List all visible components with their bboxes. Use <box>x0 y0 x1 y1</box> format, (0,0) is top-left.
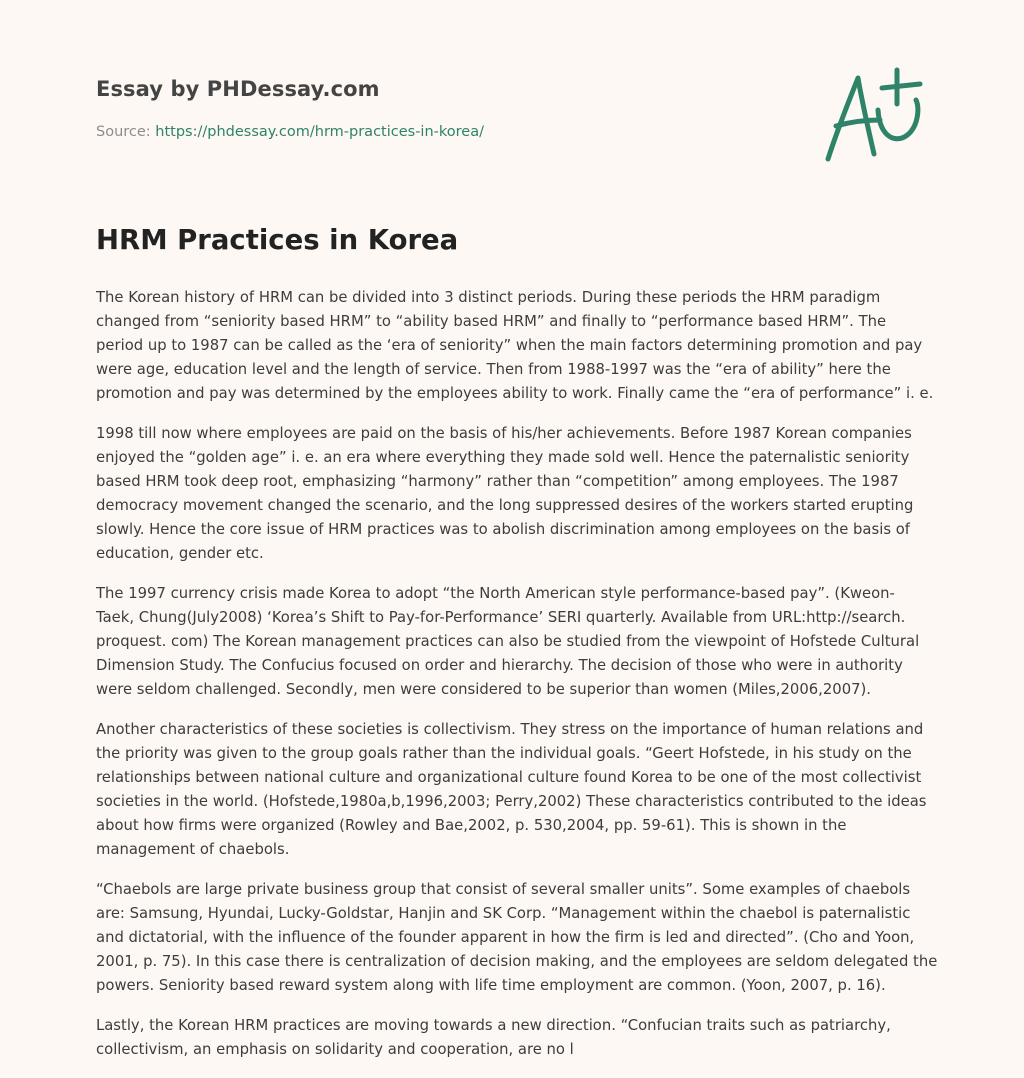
paragraph <box>96 422 922 566</box>
paragraph <box>96 1014 922 1062</box>
paragraph-line: management of chaebols. <box>96 841 290 858</box>
paragraph-line: Another characteristics of these societies is collectivism. They stress on the importance of human relations and <box>96 721 924 738</box>
paragraph-line: 2001, p. 75). In this case there is centralization of decision making, and the employees are seldom delegated the <box>96 953 938 970</box>
paragraph-line: proquest. com) The Korean management practices can also be studied from the viewpoint of Hofstede Cultural <box>96 633 920 650</box>
paragraph-line: 1998 till now where employees are paid on the basis of his/her achievements. Before 1987 Korean companies <box>96 425 912 442</box>
paragraph-line: Taek, Chung(July2008) ‘Korea’s Shift to Pay-for-Performance’ SERI quarterly. Available from URL:http://search. <box>96 609 906 626</box>
paragraph-line: were age, education level and the length of service. Then from 1988-1997 was the “era of ability” here the <box>96 361 891 378</box>
paragraph-line: collectivism, an emphasis on solidarity and cooperation, are no l <box>96 1041 574 1058</box>
paragraph-line: changed from “seniority based HRM” to “ability based HRM” and finally to “performance based HRM”. The <box>96 313 887 330</box>
paragraph <box>96 718 927 862</box>
paragraph-line: The Korean history of HRM can be divided into 3 distinct periods. During these periods the HRM paradigm <box>96 289 881 306</box>
paragraph-line: period up to 1987 can be called as the ‘era of seniority” when the main factors determining promotion and pay <box>96 337 923 354</box>
source-link[interactable]: https://phdessay.com/hrm-practices-in-korea/ <box>155 124 484 140</box>
paragraph-line: powers. Seniority based reward system along with life time employment are common. (Yoon, 2007, p. 16). <box>96 977 886 994</box>
paragraph-line: relationships between national culture and organizational culture found Korea to be one of the most collectivist <box>96 769 922 786</box>
paragraph-line: enjoyed the “golden age” i. e. an era where everything they made sold well. Hence the paternalistic seniority <box>96 449 910 466</box>
source-label: Source: <box>96 124 151 140</box>
paragraph-line: education, gender etc. <box>96 545 264 562</box>
article-body <box>96 286 938 1078</box>
paragraph-line: democracy movement changed the scenario, and the long suppressed desires of the workers started erupting <box>96 497 914 514</box>
paragraph-line: Lastly, the Korean HRM practices are moving towards a new direction. “Confucian traits such as patriarchy, <box>96 1017 891 1034</box>
paragraph <box>96 286 934 406</box>
article-title: HRM Practices in Korea <box>96 224 459 256</box>
paragraph-line: the priority was given to the group goals rather than the individual goals. “Geert Hofstede, in his study on the <box>96 745 912 762</box>
paragraph-line: “Chaebols are large private business group that consist of several smaller units”. Some examples of chaebols <box>96 881 911 898</box>
paragraph-line: and dictatorial, with the influence of the founder apparent in how the firm is led and directed”. (Cho and Yoon, <box>96 929 915 946</box>
paragraph-line: Dimension Study. The Confucius focused on order and hierarchy. The decision of those who were in authority <box>96 657 903 674</box>
paragraph-line: are: Samsung, Hyundai, Lucky-Goldstar, Hanjin and SK Corp. “Management within the chaebol is paternalistic <box>96 905 911 922</box>
site-brand: Essay by PHDessay.com <box>96 77 380 101</box>
paragraph-line: based HRM took deep root, emphasizing “harmony” rather than “competition” among employees. The 1987 <box>96 473 899 490</box>
paragraph-line: The 1997 currency crisis made Korea to adopt “the North American style performance-based pay”. (Kweon- <box>96 585 895 602</box>
source-line <box>96 124 484 140</box>
a-plus-logo-icon <box>820 66 926 166</box>
paragraph <box>96 582 922 702</box>
paragraph <box>96 878 938 998</box>
paragraph-line: slowly. Hence the core issue of HRM practices was to abolish discrimination among employees on the basis of <box>96 521 910 538</box>
paragraph-line: societies in the world. (Hofstede,1980a,b,1996,2003; Perry,2002) These characteristics contributed to the ideas <box>96 793 927 810</box>
paragraph-line: about how firms were organized (Rowley and Bae,2002, p. 530,2004, pp. 59-61). This is shown in the <box>96 817 847 834</box>
paragraph-line: promotion and pay was determined by the employees ability to work. Finally came the “era of performance” i. e. <box>96 385 934 402</box>
paragraph-line: were seldom challenged. Secondly, men were considered to be superior than women (Miles,2006,2007). <box>96 681 872 698</box>
